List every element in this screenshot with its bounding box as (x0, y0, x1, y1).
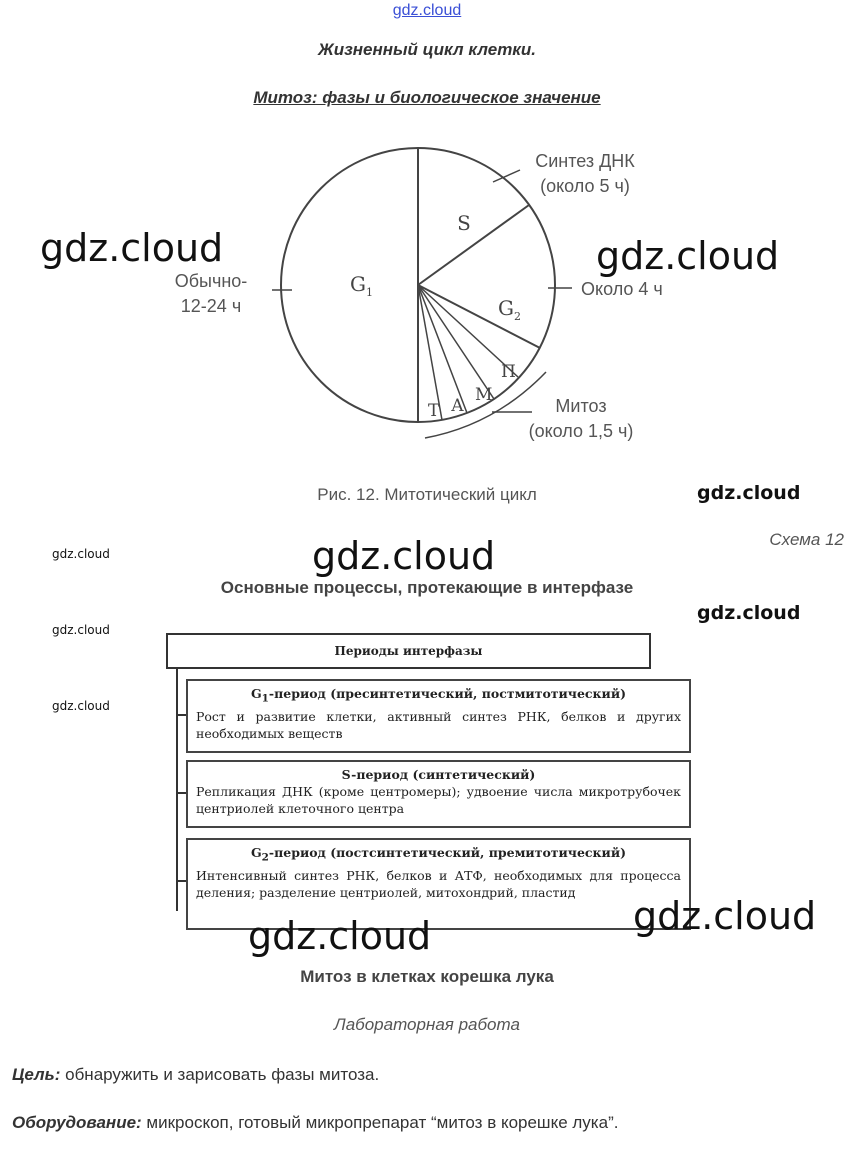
phase-g1: $G_1$ (350, 272, 373, 299)
period-text: Интенсивный синтез РНК, белков и АТФ, необходимых для процесса деления; разделение центриолей, митохондрий, пластид (196, 867, 681, 900)
period-text: Репликация ДНК (кроме центромеры); удвоение числа микротрубочек центриолей клеточного центра (196, 784, 681, 816)
period-title: $G_1$-период (пресинтетический, постмитотический) (250, 686, 627, 705)
label-mitosis-line1: Митоз (555, 396, 607, 416)
bracket-tick (176, 714, 186, 716)
period-text: Рост и развитие клетки, активный синтез РНК, белков и других необходимых веществ (196, 708, 681, 741)
watermark: gdz.cloud (697, 482, 801, 504)
page-subtitle: Митоз: фазы и биологическое значение (253, 88, 601, 107)
watermark: gdz.cloud (52, 547, 110, 561)
label-dna-line1: Синтез ДНК (535, 151, 635, 171)
top-site-link[interactable]: gdz.cloud (392, 2, 462, 19)
goal-line (12, 1065, 379, 1085)
lab-title: Митоз в клетках корешка лука (300, 967, 554, 986)
periods-header: Периоды интерфазы (166, 633, 651, 669)
equipment-line (12, 1113, 618, 1133)
divider-g2-p (418, 285, 540, 348)
period-title: S-период (синтетический) (341, 767, 536, 782)
bracket-tick (176, 792, 186, 794)
goal-label: Цель: (12, 1065, 61, 1084)
watermark: gdz.cloud (697, 602, 801, 624)
watermark: gdz.cloud (52, 623, 110, 637)
watermark: gdz.cloud (633, 894, 817, 938)
section-title: Основные процессы, протекающие в интерфазе (220, 578, 634, 597)
label-g1-line2: 12-24 ч (180, 296, 242, 316)
phase-a: А (451, 396, 464, 416)
divider-a-t (418, 285, 467, 413)
label-mitosis-line2: (около 1,5 ч) (528, 421, 634, 441)
equipment-text: микроскоп, готовый микропрепарат “митоз в корешке лука”. (141, 1113, 619, 1132)
period-s (186, 760, 691, 828)
phase-s: S (457, 211, 471, 235)
period-g1 (186, 679, 691, 753)
phase-m: М (475, 385, 493, 405)
divider-s-g2 (418, 205, 529, 285)
page-title: Жизненный цикл клетки. (317, 40, 537, 59)
label-g2: Около 4 ч (581, 279, 663, 299)
phase-t: Т (428, 401, 440, 421)
label-g1-line1: Обычно- (174, 271, 248, 291)
watermark: gdz.cloud (596, 234, 780, 278)
equipment-label: Оборудование: (12, 1113, 142, 1132)
watermark: gdz.cloud (248, 914, 432, 958)
phase-g2: $G_2$ (498, 296, 521, 323)
divider-t-end (418, 285, 442, 420)
divider-m-a (418, 285, 494, 399)
schema-label: Схема 12 (769, 530, 844, 549)
watermark: gdz.cloud (52, 699, 110, 713)
watermark: gdz.cloud (312, 534, 496, 578)
bracket-tick (176, 880, 186, 882)
goal-text: обнаружить и зарисовать фазы митоза. (60, 1065, 380, 1084)
watermark: gdz.cloud (40, 226, 224, 270)
phase-p: П (501, 362, 516, 382)
period-title: $G_2$-период (постсинтетический, премитотический) (250, 845, 627, 864)
label-dna-line2: (около 5 ч) (540, 176, 630, 196)
lab-subtitle: Лабораторная работа (334, 1015, 520, 1034)
figure-caption: Рис. 12. Митотический цикл (317, 485, 537, 504)
